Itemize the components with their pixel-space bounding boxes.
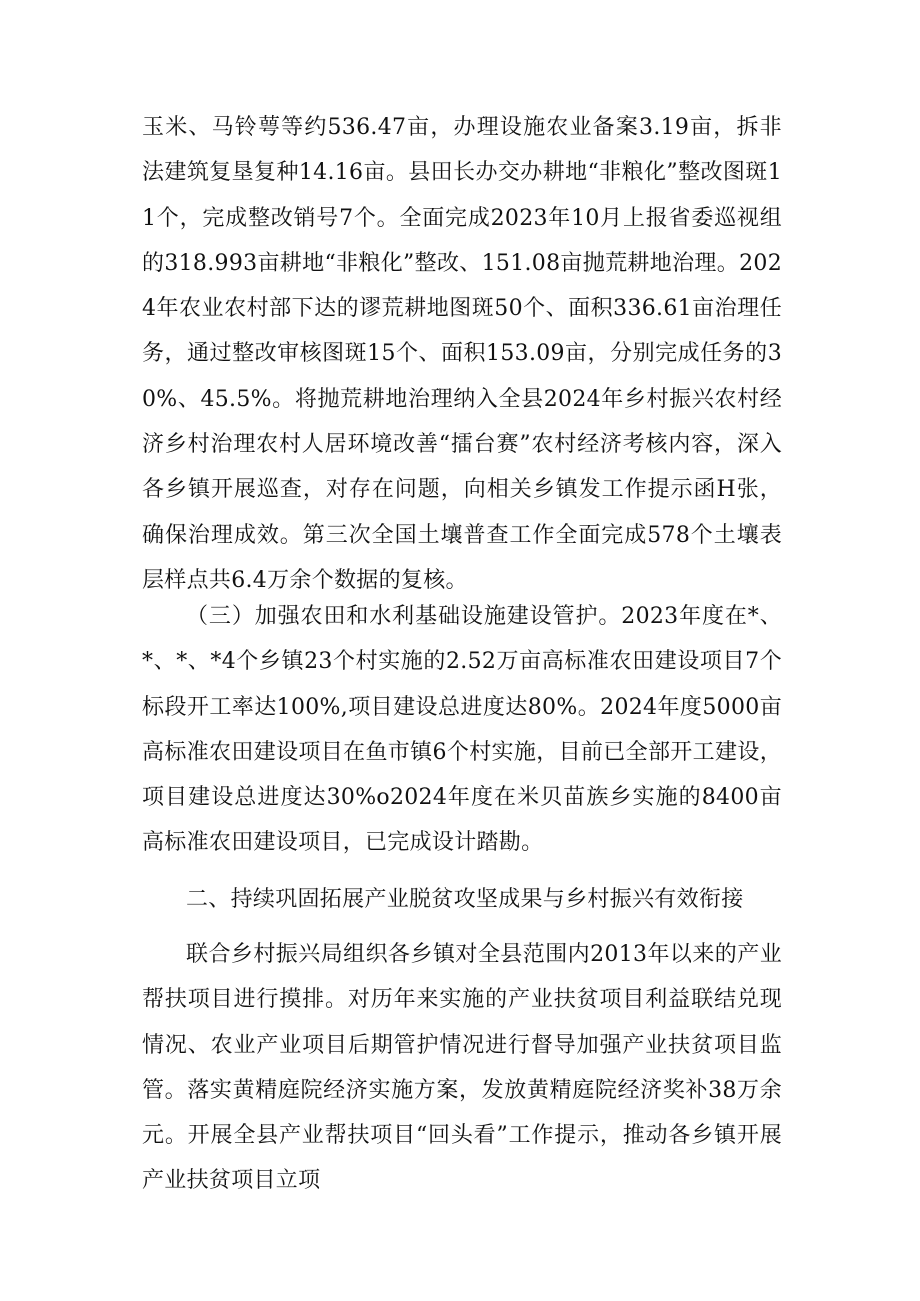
section-heading: 二、持续巩固拓展产业脱贫攻坚成果与乡村振兴有效衔接 (186, 887, 744, 912)
body-paragraph-farmland-governance: 玉米、马铃萼等约536.47亩，办理设施农业备案3.19亩，拆非法建筑复垦复种14.16亩。县田长办交办耕地“非粮化”整改图斑11个，完成整改销号7个。全面完成2023年10月上报省委巡视组的318.993亩耕地“非粮化”整改、151.08亩抛荒耕地治理。2024年农业农村部下达的谬荒耕地图斑50个、面积336.61亩治理任务，通过整改审核图斑15个、面积153.09亩，分别完成任务的30%、45.5%。将抛荒耕地治理纳入全县2024年乡村振兴农村经济乡村治理农村人居环境改善“擂台赛”农村经济考核内容，深入各乡镇开展巡查，对存在问题，向相关乡镇发工作提示函H张，确保治理成效。第三次全国土壤普查工作全面完成578个土壤表层样点共6.4万余个数据的复核。 (142, 115, 782, 593)
body-paragraph-industry-support: 联合乡村振兴局组织各乡镇对全县范围内2013年以来的产业帮扶项目进行摸排。对历年来实施的产业扶贫项目利益联结兑现情况、农业产业项目后期管护情况进行督导加强产业扶贫项目监管。落实黄精庭院经济实施方案，发放黄精庭院经济奖补38万余元。开展全县产业帮扶项目“回头看”工作提示，推动各乡镇开展产业扶贫项目立项 (142, 942, 782, 1194)
body-paragraph-farmland-infrastructure: （三）加强农田和水利基础设施建设管护。2023年度在*、*、*、*4个乡镇23个村实施的2.52万亩高标准农田建设项目7个标段开工率达100%,项目建设总进度达80%。2024年度5000亩高标准农田建设项目在鱼市镇6个村实施，目前已全部开工建设，项目建设总进度达30%o2024年度在米贝苗族乡实施的8400亩高标准农田建设项目，已完成设计踏勘。 (142, 604, 782, 856)
